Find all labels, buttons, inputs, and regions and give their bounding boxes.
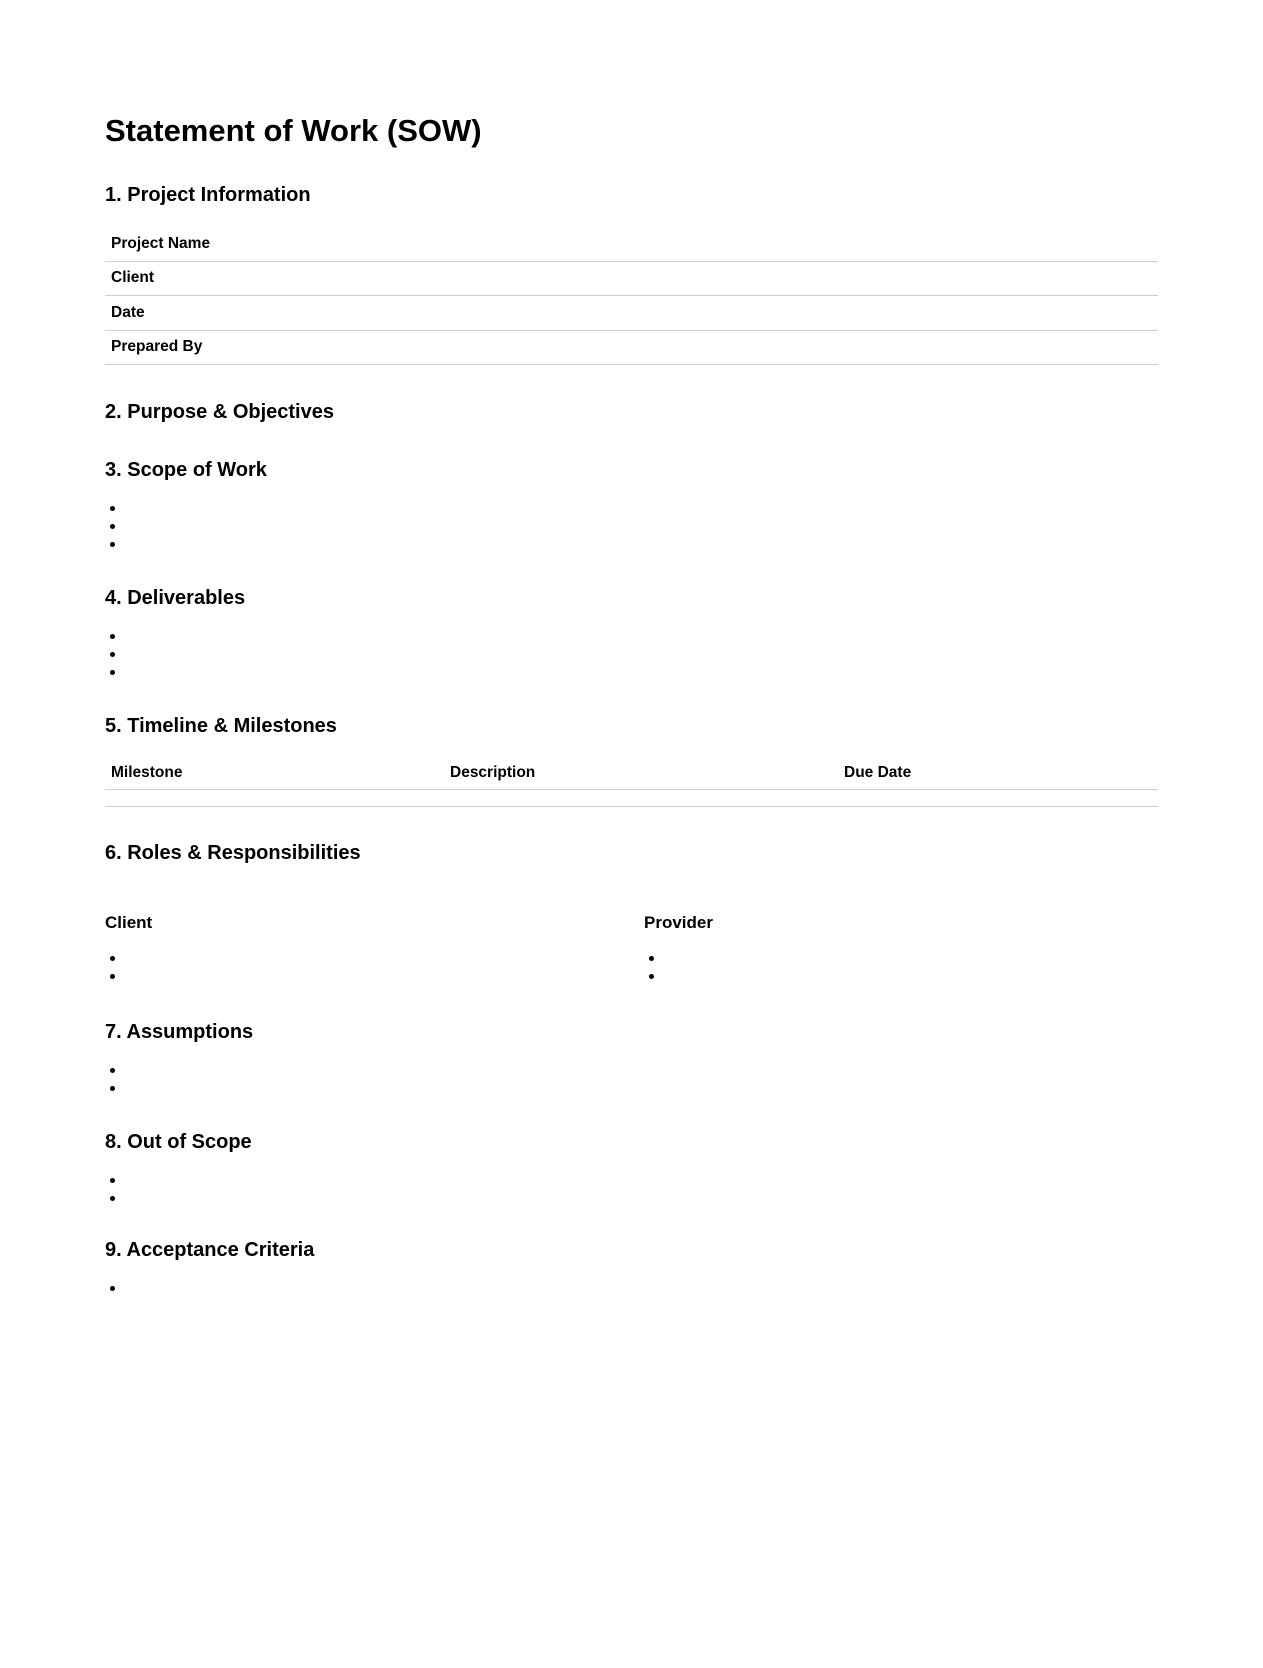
project-information-table <box>105 227 1158 365</box>
prepared-by-label: Prepared By <box>105 330 317 365</box>
section-heading-project-information: 1. Project Information <box>105 184 311 206</box>
section-heading-roles-responsibilities: 6. Roles & Responsibilities <box>105 842 361 864</box>
section-heading-acceptance-criteria: 9. Acceptance Criteria <box>105 1239 315 1261</box>
table-header-row <box>105 756 1158 790</box>
client-value[interactable] <box>317 261 1158 296</box>
due-date-cell[interactable] <box>838 790 1158 807</box>
section-heading-assumptions: 7. Assumptions <box>105 1021 254 1043</box>
section-heading-deliverables: 4. Deliverables <box>105 587 246 609</box>
table-row <box>105 790 1158 807</box>
date-label: Date <box>105 296 317 331</box>
section-heading-out-of-scope: 8. Out of Scope <box>105 1131 252 1153</box>
milestone-cell[interactable] <box>105 790 444 807</box>
table-row <box>105 330 1158 365</box>
section-heading-purpose-objectives: 2. Purpose & Objectives <box>105 401 334 423</box>
provider-responsibilities-heading: Provider <box>644 913 713 932</box>
client-responsibilities-heading: Client <box>105 913 153 932</box>
project-name-value[interactable] <box>317 227 1158 261</box>
table-row <box>105 296 1158 331</box>
section-heading-scope-of-work: 3. Scope of Work <box>105 459 267 481</box>
section-heading-timeline-milestones: 5. Timeline & Milestones <box>105 715 337 737</box>
document-title: Statement of Work (SOW) <box>105 113 482 148</box>
date-value[interactable] <box>317 296 1158 331</box>
timeline-table <box>105 756 1158 807</box>
client-label: Client <box>105 261 317 296</box>
table-row <box>105 227 1158 261</box>
column-header-milestone: Milestone <box>105 756 444 790</box>
project-name-label: Project Name <box>105 227 317 261</box>
column-header-description: Description <box>444 756 838 790</box>
description-cell[interactable] <box>444 790 838 807</box>
column-header-due-date: Due Date <box>838 756 1158 790</box>
table-row <box>105 261 1158 296</box>
prepared-by-value[interactable] <box>317 330 1158 365</box>
